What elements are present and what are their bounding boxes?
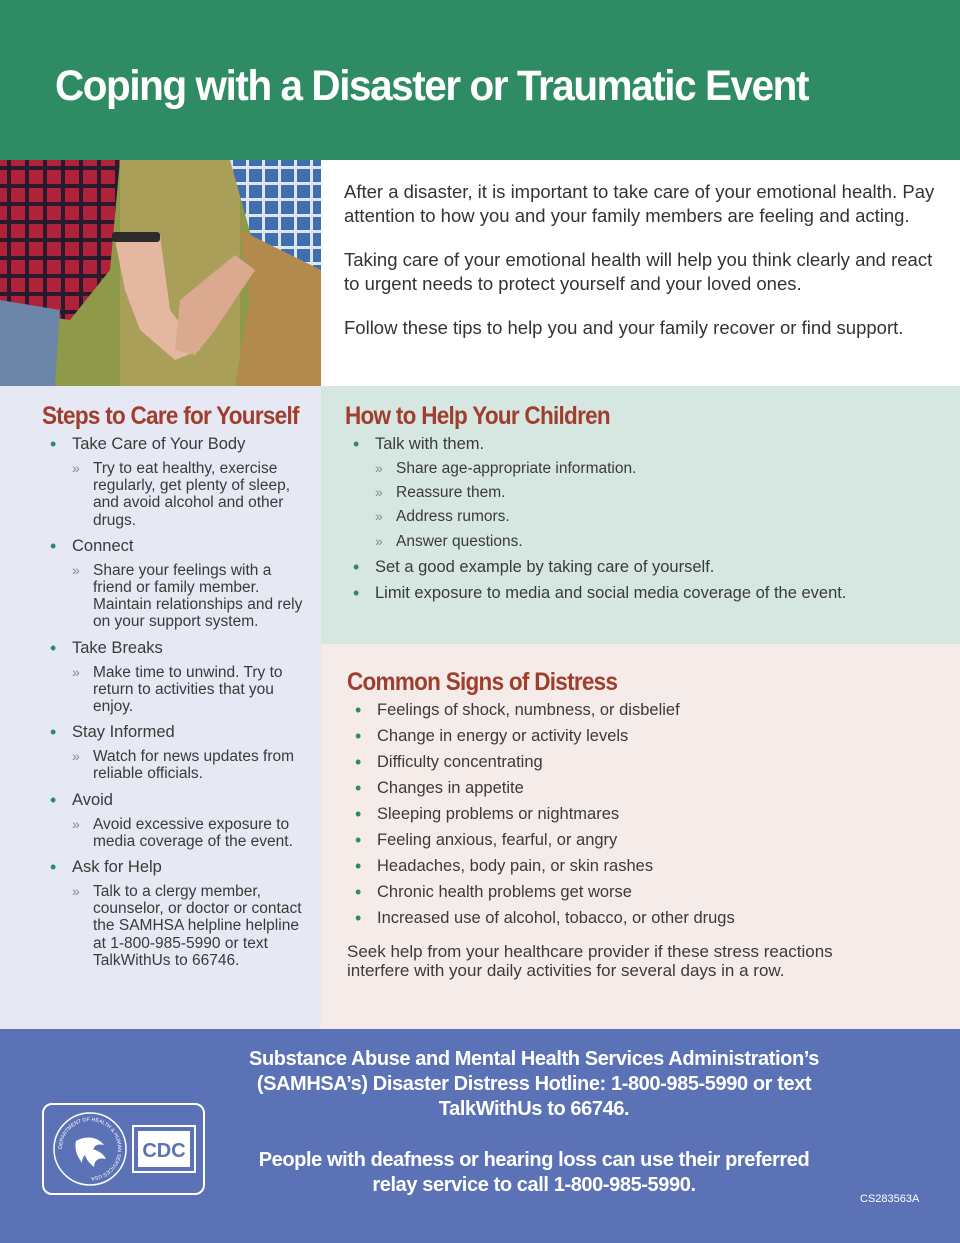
list-item: • Headaches, body pain, or skin rashes <box>347 856 947 876</box>
sub-list-item: » Try to eat healthy, exercise regularly, get plenty of sleep, and avoid alcohol and other drugs. <box>72 460 304 529</box>
list-item-label: Set a good example by taking care of yourself. <box>375 557 715 576</box>
hhs-eagle-seal-icon <box>52 1111 128 1187</box>
intro-text <box>344 180 944 361</box>
list-item: • Sleeping problems or nightmares <box>347 804 947 824</box>
list-item <box>345 583 945 603</box>
list-item-label: Take Breaks <box>72 638 163 657</box>
self-care-list <box>42 434 304 976</box>
intro-paragraph: Taking care of your emotional health will help you think clearly and react to urgent needs to protect yourself and your loved ones. <box>344 249 933 294</box>
sub-list-item: » Answer questions. <box>375 533 945 550</box>
list-item <box>42 790 304 850</box>
cdc-logo-text: CDC <box>142 1140 186 1162</box>
header-banner <box>0 0 960 160</box>
sub-list-item: » Watch for news updates from reliable officials. <box>72 748 304 782</box>
list-item: • Changes in appetite <box>347 778 947 798</box>
self-care-heading: Steps to Care for Yourself <box>42 402 299 430</box>
sub-list-item: » Avoid excessive exposure to media coverage of the event. <box>72 816 304 850</box>
photo-illustration <box>0 160 321 386</box>
sub-list-item: » Talk to a clergy member, counselor, or doctor or contact the SAMHSA helpline helpline at 1-800-985-5990 or text TalkWithUs to 66746. <box>72 883 304 969</box>
list-item <box>42 434 304 529</box>
list-item: • Feeling anxious, fearful, or angry <box>347 830 947 850</box>
seal-text: DEPARTMENT OF HEALTH & HUMAN SERVICES USA <box>57 1116 123 1182</box>
sub-list-item: » Reassure them. <box>375 484 945 501</box>
footer-banner <box>0 1029 960 1243</box>
sub-list <box>72 748 304 782</box>
list-item: • Increased use of alcohol, tobacco, or other drugs <box>347 908 947 928</box>
list-item-label: Limit exposure to media and social media coverage of the event. <box>375 583 847 602</box>
sub-list-item: » Make time to unwind. Try to return to activities that you enjoy. <box>72 664 304 716</box>
holding-hands-photo <box>0 160 321 386</box>
list-item <box>42 536 304 631</box>
distress-list <box>347 700 947 934</box>
sub-list <box>72 883 304 969</box>
sub-list <box>72 664 304 716</box>
list-item-label: Take Care of Your Body <box>72 435 246 453</box>
sub-list <box>72 562 304 631</box>
sub-list-item: » Share age-appropriate information. <box>375 460 945 477</box>
list-item <box>42 638 304 716</box>
list-item <box>42 857 304 969</box>
cdc-logo-icon <box>132 1125 196 1173</box>
list-item-label: Connect <box>72 536 134 555</box>
children-section <box>321 386 960 644</box>
intro-paragraph: Follow these tips to help you and your family recover or find support. <box>344 317 904 338</box>
sub-list <box>375 460 945 550</box>
list-item: • Feelings of shock, numbness, or disbelief <box>347 700 947 720</box>
distress-note: Seek help from your healthcare provider if these stress reactions interfere with your daily activities for several days in a row. <box>347 942 833 980</box>
list-item-label: Ask for Help <box>72 858 162 877</box>
document-code: CS283563A <box>860 1193 920 1205</box>
page-title: Coping with a Disaster or Traumatic Event <box>55 62 809 110</box>
hotline-text: Substance Abuse and Mental Health Services Administration’s (SAMHSA’s) Disaster Distress Hotline: 1-800-985-5990 or text TalkWithUs to 66746. <box>249 1048 819 1120</box>
distress-heading: Common Signs of Distress <box>347 668 618 696</box>
list-item-label: Avoid <box>72 790 113 809</box>
list-item <box>42 722 304 782</box>
list-item-label: Stay Informed <box>72 723 175 742</box>
sub-list-item: » Share your feelings with a friend or family member. Maintain relationships and rely on your support system. <box>72 562 304 631</box>
intro-paragraph: After a disaster, it is important to take care of your emotional health. Pay attention to how you and your family members are feeling and acting. <box>344 181 935 226</box>
sub-list <box>72 460 304 529</box>
list-item: • Chronic health problems get worse <box>347 882 947 902</box>
logo-box <box>42 1103 205 1195</box>
sub-list-item: » Address rumors. <box>375 508 945 525</box>
list-item: • Difficulty concentrating <box>347 752 947 772</box>
children-heading: How to Help Your Children <box>345 402 610 430</box>
self-care-section <box>0 386 321 1029</box>
list-item <box>345 557 945 577</box>
distress-section <box>321 644 960 1029</box>
sub-list <box>72 816 304 850</box>
list-item-label: Talk with them. <box>375 435 485 453</box>
list-item: • Change in energy or activity levels <box>347 726 947 746</box>
list-item <box>345 434 945 550</box>
children-list <box>345 434 945 609</box>
relay-text: People with deafness or hearing loss can use their preferred relay service to call 1-800-985-5990. <box>258 1149 810 1196</box>
